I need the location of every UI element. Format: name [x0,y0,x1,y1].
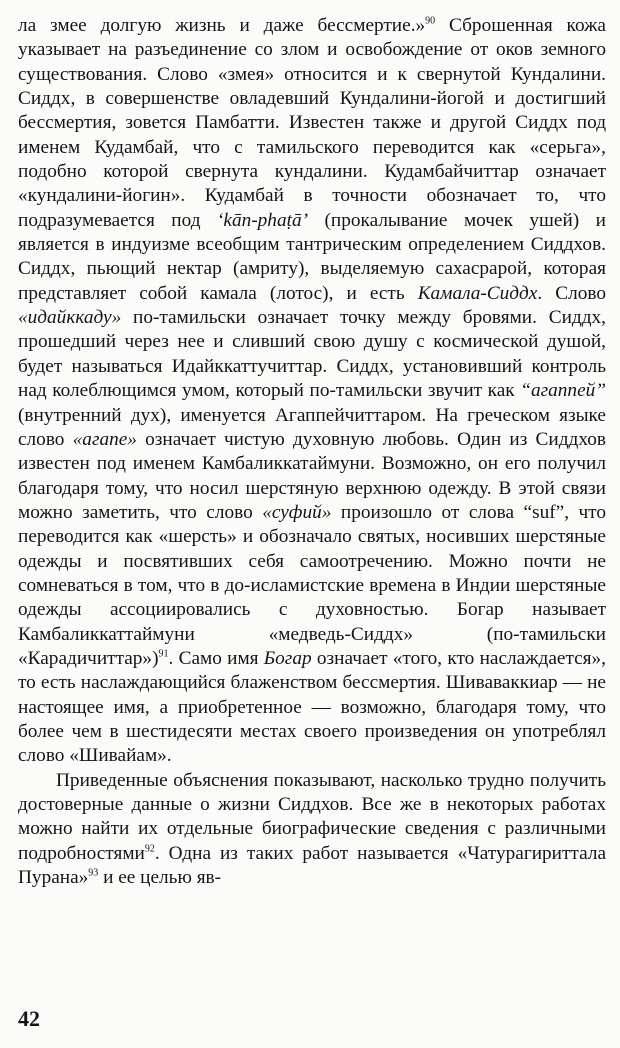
italic-text: «суфий» [262,501,332,523]
body-text [18,14,606,890]
text-run: (прокалывание мочек ушей) и является в индуизме всеобщим тантрическим определением Сиддхов. Сиддх, пьющий нектар (амриту), выделяемую сахасрарой, которая представляет собой камала (лотос), и есть [18,209,606,304]
italic-text: «агапе» [72,428,137,450]
paragraph-2 [18,769,606,891]
text-run: . Само имя [168,647,264,669]
text-run: Приведенные объяснения показывают, насколько трудно получить достоверные данные о жизни Сиддхов. Все же в некоторых работах можно найти их отдельные биографические сведения с различными подробностями [18,769,606,864]
footnote-marker: 93 [88,867,99,879]
text-run: ла змее долгую жизнь и даже бессмертие.» [18,15,426,36]
text-run: . Одна из таких работ называется «Чатурагириттала Пурана» [18,842,606,889]
text-run: произошло от слова “suf”, что переводится как «шерсть» и обозначало святых, носивших шерстяные одежды и посвятивших себя самоотречению. Можно почти не сомневаться в том, что в до-исламистские времена в Индии шерстяные одежды ассоциировались с духовностью. Богар называет Камбаликкаттаймуни «медведь-Сиддх» (по-тамильски «Карадичиттар») [18,501,606,669]
footnote-marker: 92 [144,843,155,855]
text-run: (внутренний дух), именуется Агаппейчиттаром. На греческом языке слово [18,404,606,450]
paragraph-1 [18,14,606,769]
text-run: . Слово [537,282,606,304]
footnote-marker: 90 [425,15,436,27]
italic-text: Богар [263,647,312,669]
italic-text: ‘kān-phaṭā’ [216,209,309,231]
text-run: и ее целью яв- [98,867,222,889]
text-run: означает «того, кто наслаждается», то есть наслаждающийся блаженством бессмертия. Шиваваккиар — не настоящее имя, а приобретенное — возможно, благодаря тому, что более чем в шестидесяти местах своего произведения он употреблял слово «Шивайам». [18,647,606,767]
text-run: означает чистую духовную любовь. Один из Сиддхов известен под именем Камбаликкатаймуни. Возможно, он его получил благодаря тому, что носил шерстяную верхнюю одежду. В этой связи можно заметить, что слово [18,428,606,523]
italic-text: Камала-Сиддх [417,282,538,304]
text-run: Сброшенная кожа указывает на разъединение со злом и освобождение от оков земного существования. Слово «змея» относится и к свернутой Кундалини. Сиддх, в совершенстве овладевший Кундалини-йогой и достигший бессмертия, зовется Памбатти. Известен также и другой Сиддх под именем Кудамбай, что с тамильского переводится как «серьга», подобно которой свернута кундалини. Кудамбайчиттар означает «кундалини-йогин». Кудамбай в точности обозначает то, что подразумевается под [18,15,606,231]
italic-text: “агаппей” [520,380,606,402]
footnote-marker: 91 [158,648,169,660]
italic-text: «идайккаду» [18,307,122,329]
page-number: 42 [18,1006,40,1031]
text-run: по-тамильски означает точку между бровями. Сиддх, прошедший через нее и сливший свою душу с космической душой, будет называться Идайккаттучиттар. Сиддх, установивший контроль над колеблющимся умом, который по-тамильски звучит как [18,307,606,402]
